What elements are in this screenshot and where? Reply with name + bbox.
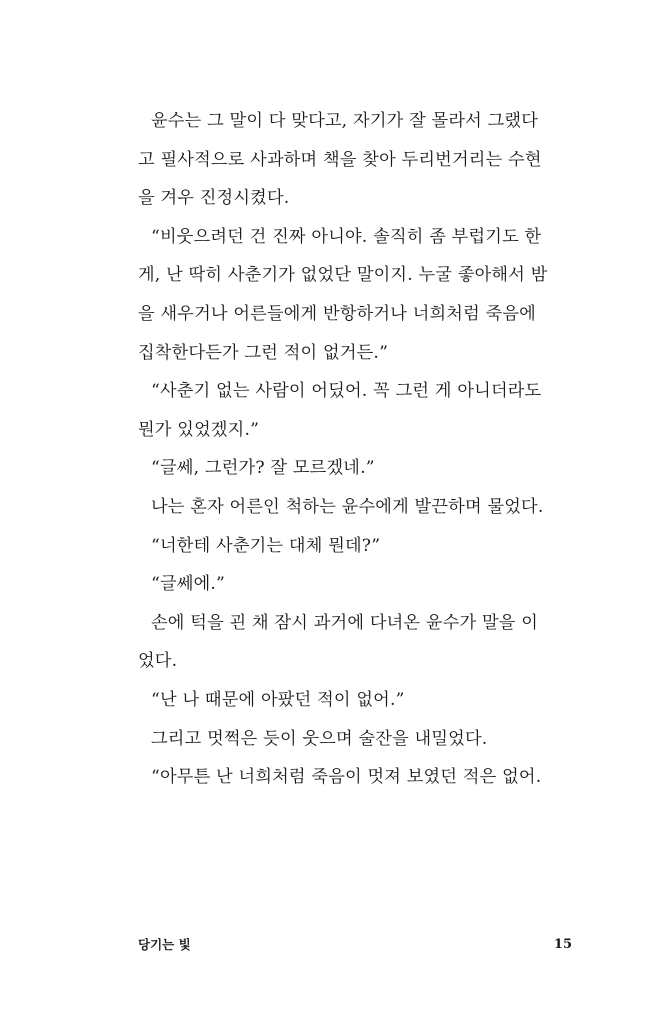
text-line: 었다.	[138, 651, 178, 672]
text-line: 집착한다든가 그런 적이 없거든.”	[138, 342, 389, 363]
text-line: “글쎄, 그런가? 잘 모르겠네.”	[151, 458, 375, 479]
text-line: “너한테 사춘기는 대체 뭔데?”	[151, 535, 381, 556]
page-number: 15	[553, 937, 572, 952]
text-line: 을 새우거나 어른들에게 반항하거나 너희처럼 죽음에	[138, 303, 536, 324]
text-line: 고 필사적으로 사과하며 책을 찾아 두리번거리는 수현	[138, 149, 542, 170]
body-text	[138, 102, 574, 797]
text-line: 나는 혼자 어른인 척하는 윤수에게 발끈하며 물었다.	[151, 496, 544, 517]
text-line: 손에 턱을 괸 채 잠시 과거에 다녀온 윤수가 말을 이	[151, 612, 539, 633]
text-line: 그리고 멋쩍은 듯이 웃으며 술잔을 내밀었다.	[151, 728, 488, 749]
running-footer-title: 당기는 빛	[138, 937, 191, 952]
text-line: 을 겨우 진정시켰다.	[138, 188, 290, 209]
text-line: “비웃으려던 건 진짜 아니야. 솔직히 좀 부럽기도 한	[151, 226, 542, 247]
text-line: 뭔가 있었겠지.”	[138, 419, 260, 440]
text-line: “난 나 때문에 아팠던 적이 없어.”	[151, 689, 405, 710]
text-line: “아무튼 난 너희처럼 죽음이 멋져 보였던 적은 없어.	[151, 767, 542, 788]
text-line: “글쎄에.”	[151, 574, 226, 595]
text-line: “사춘기 없는 사람이 어딨어. 꼭 그런 게 아니더라도	[151, 381, 542, 402]
text-line: 게, 난 딱히 사춘기가 없었단 말이지. 누굴 좋아해서 밤	[138, 265, 548, 286]
text-line: 윤수는 그 말이 다 맞다고, 자기가 잘 몰라서 그랬다	[151, 111, 539, 131]
